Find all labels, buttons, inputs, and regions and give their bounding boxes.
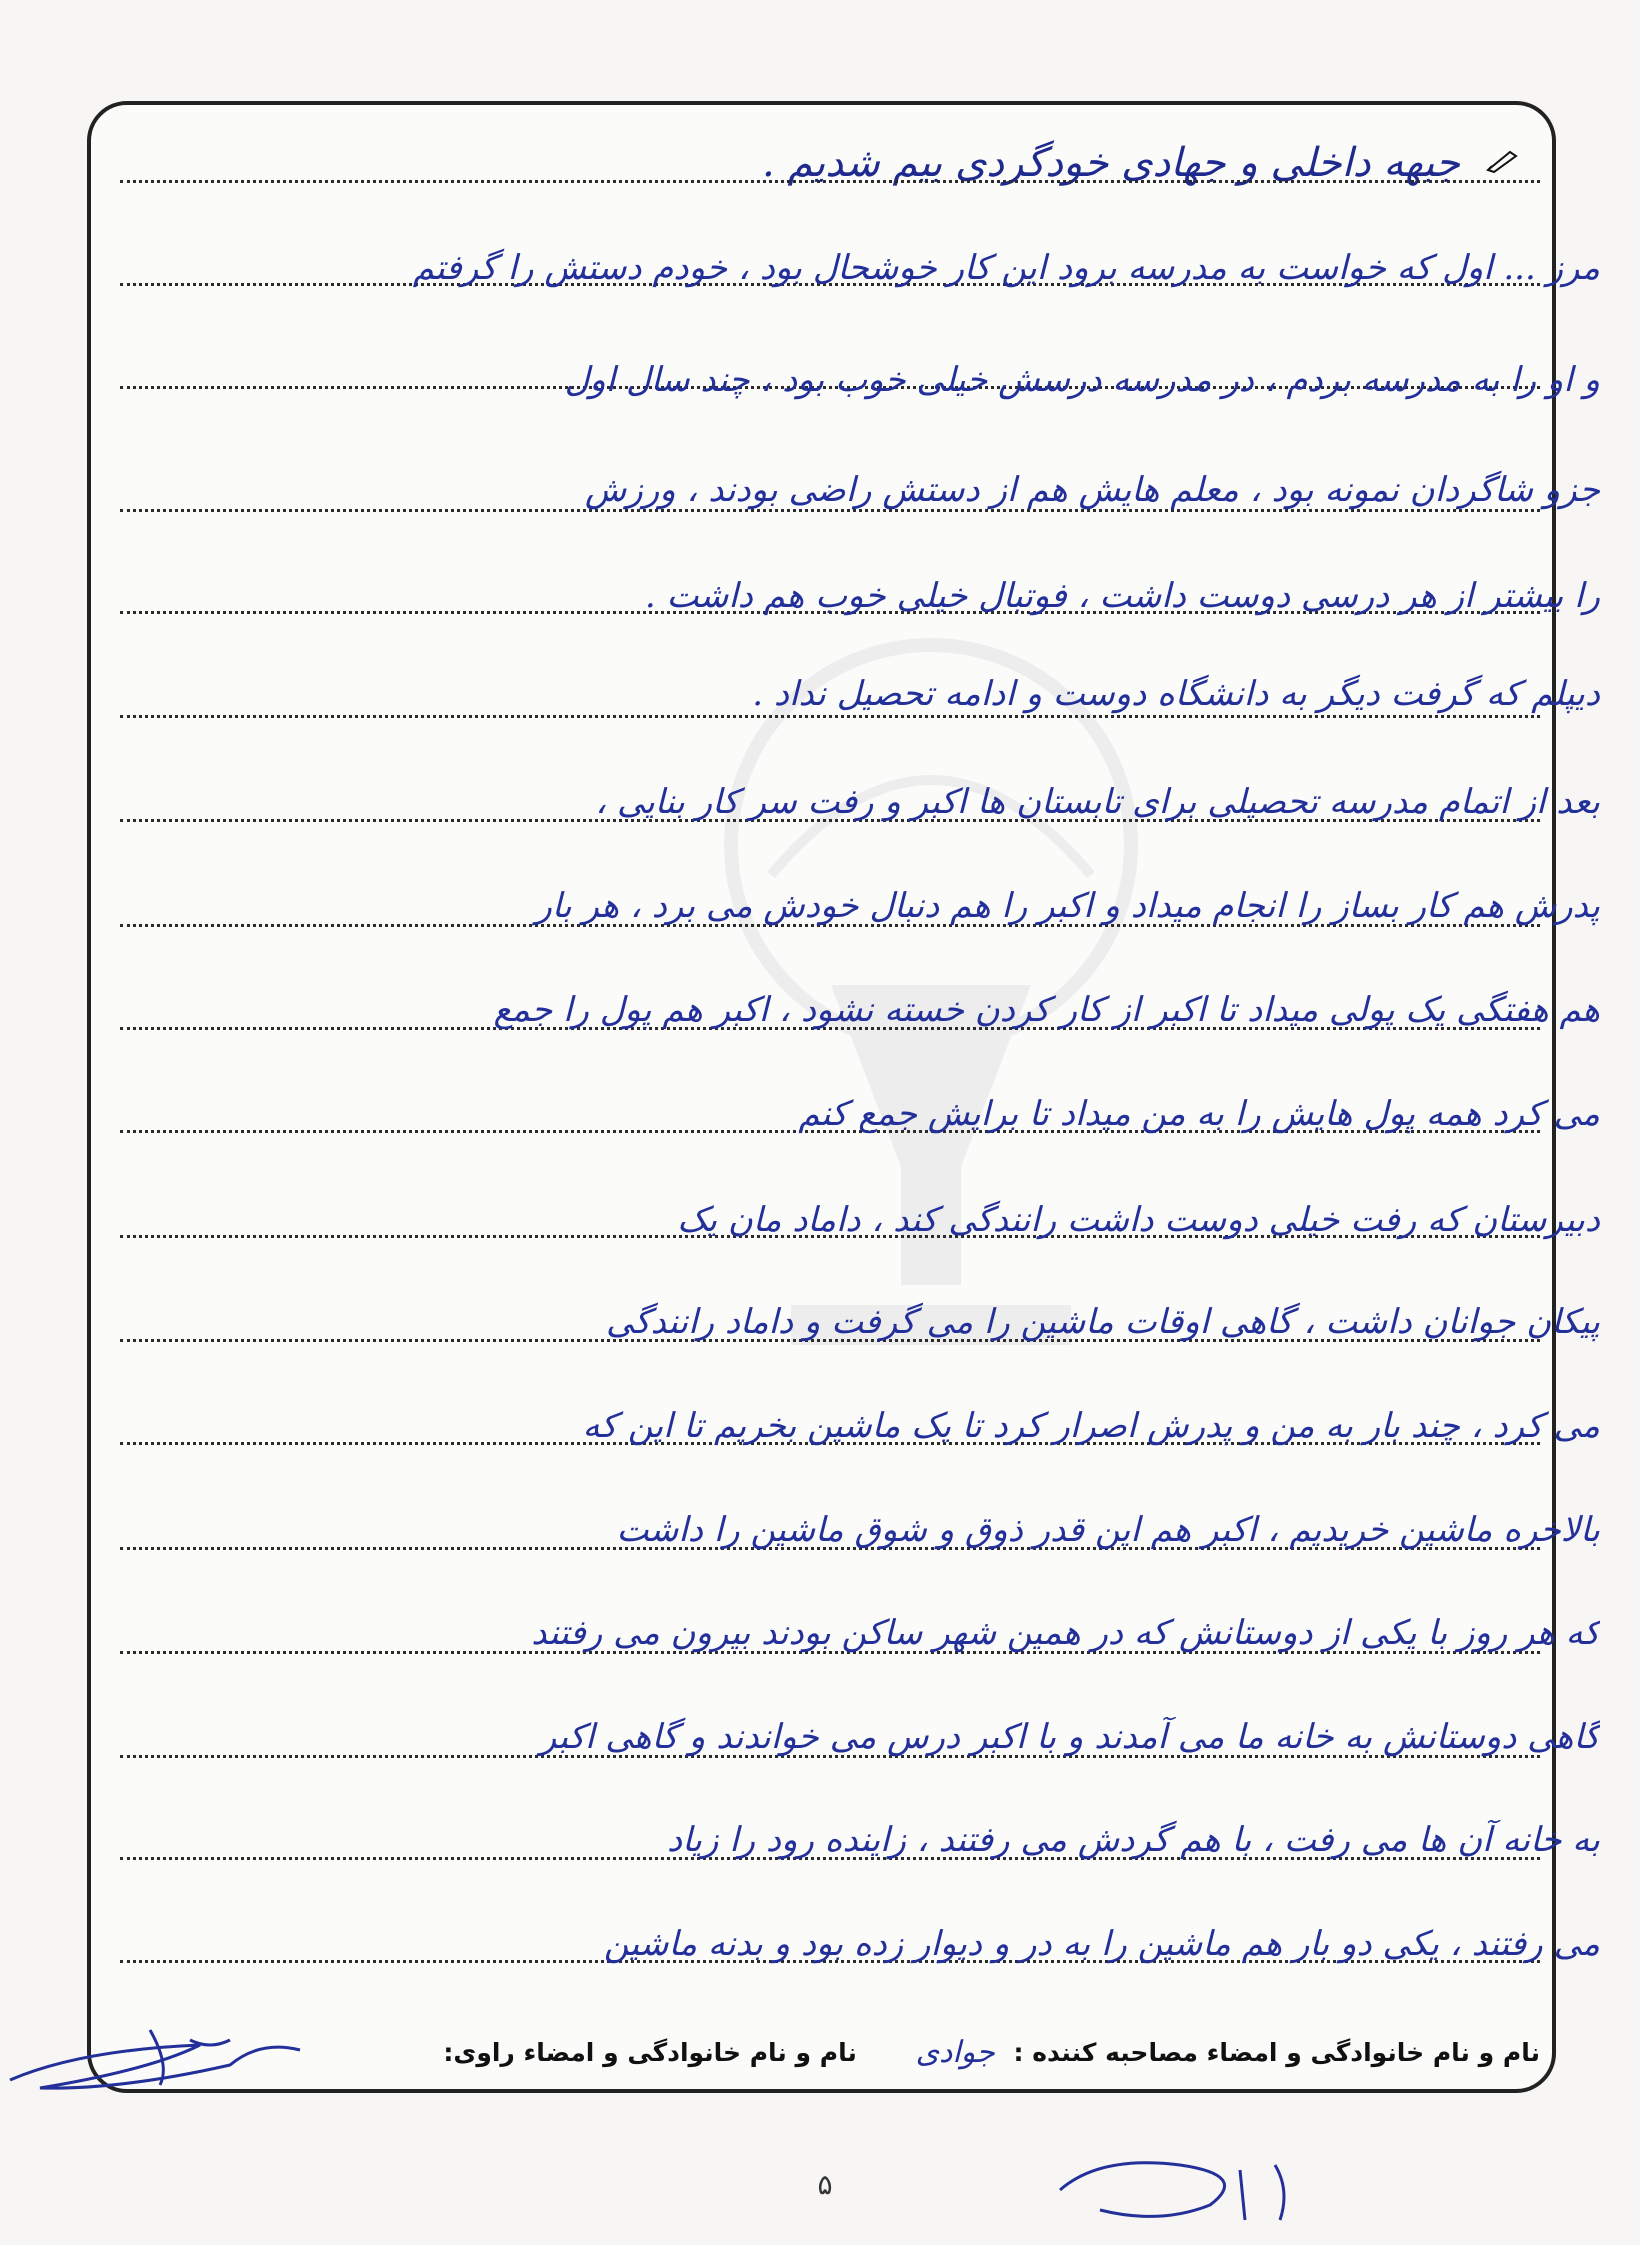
bottom-signature-icon — [1040, 2150, 1320, 2230]
text-line: دبیرستان که رفت خیلی دوست داشت رانندگی کند ، داماد مان یک — [677, 1200, 1600, 1240]
text-line: را بیشتر از هر درسی دوست داشت ، فوتبال خیلی خوب هم داشت . — [644, 576, 1600, 616]
text-line: هم هفتگی یک پولی میداد تا اکبر از کار کردن خسته نشود ، اکبر هم پول را جمع — [493, 990, 1600, 1030]
text-line: بعد از اتمام مدرسه تحصیلی برای تابستان ها اکبر و رفت سر کار بنایی ، — [595, 782, 1600, 822]
text-line: دیپلم که گرفت دیگر به دانشگاه دوست و ادامه تحصیل نداد . — [752, 674, 1600, 714]
text-line: پیکان جوانان داشت ، گاهی اوقات ماشین را می گرفت و داماد رانندگی — [606, 1302, 1600, 1342]
text-line: می کرد همه پول هایش را به من میداد تا برایش جمع کنم — [798, 1094, 1600, 1134]
ruled-line — [120, 180, 1540, 183]
interviewer-signature: جوادی — [915, 2035, 995, 2070]
text-line: مرز ... اول که خواست به مدرسه برود این کار خوشحال بود ، خودم دستش را گرفتم — [412, 248, 1600, 288]
text-line: و او را به مدرسه بردم ، در مدرسه درسش خیلی خوب بود ، چند سال اول — [564, 360, 1600, 400]
text-line: گاهی دوستانش به خانه ما می آمدند و با اکبر درس می خواندند و گاهی اکبر — [539, 1717, 1600, 1757]
pen-icon — [1486, 148, 1520, 174]
interviewer-label: نام و نام خانوادگی و امضاء مصاحبه کننده : — [1013, 2038, 1540, 2067]
text-line: می رفتند ، یکی دو بار هم ماشین را به در و دیوار زده بود و بدنه ماشین — [603, 1924, 1600, 1964]
text-line: جزو شاگردان نمونه بود ، معلم هایش هم از دستش راضی بودند ، ورزش — [584, 470, 1600, 510]
text-line: بالاخره ماشین خریدیم ، اکبر هم این قدر ذوق و شوق ماشین را داشت — [616, 1510, 1600, 1550]
page-number: ۵ — [817, 2168, 833, 2201]
narrator-label: نام و نام خانوادگی و امضاء راوی: — [443, 2038, 857, 2067]
narrator-signature-icon — [0, 2010, 320, 2110]
header-title: جبهه داخلی و جهادی خودگردی بیم شدیم . — [762, 140, 1460, 186]
text-line: پدرش هم کار بساز را انجام میداد و اکبر را هم دنبال خودش می برد ، هر بار — [535, 886, 1600, 926]
text-line: می کرد ، چند بار به من و پدرش اصرار کرد تا یک ماشین بخریم تا این که — [582, 1406, 1600, 1446]
text-line: که هر روز با یکی از دوستانش که در همین شهر ساکن بودند بیرون می رفتند — [531, 1613, 1600, 1653]
text-line: به خانه آن ها می رفت ، با هم گردش می رفتند ، زاینده رود را زیاد — [667, 1820, 1600, 1860]
signature-footer — [120, 2035, 1540, 2075]
